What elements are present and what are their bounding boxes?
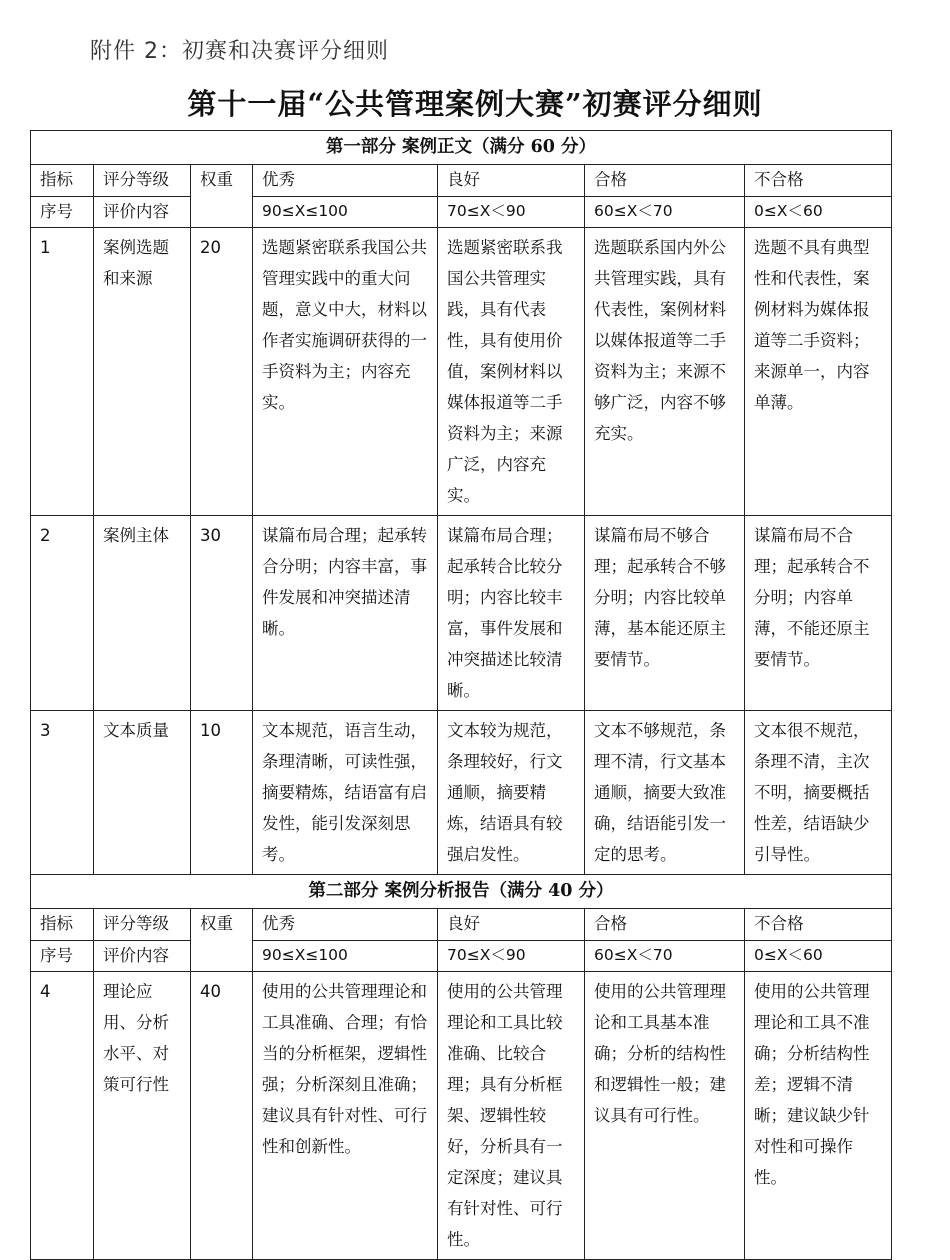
row-weight: 40 (191, 972, 253, 1260)
section-title: 第一部分 案例正文（满分 60 分） (31, 131, 892, 165)
header-weight: 权重 (191, 909, 253, 972)
header-weight: 权重 (191, 165, 253, 228)
row-item: 理论应用、分析水平、对策可行性 (94, 972, 191, 1260)
range-fail: 0≤X＜60 (745, 941, 892, 972)
header-index-top: 指标 (31, 909, 94, 941)
row-excellent: 谋篇布局合理；起承转合分明；内容丰富，事件发展和冲突描述清晰。 (253, 516, 438, 711)
header-range-row (31, 197, 892, 228)
row-item: 案例主体 (94, 516, 191, 711)
range-excellent: 90≤X≤100 (253, 941, 438, 972)
row-excellent: 使用的公共管理理论和工具准确、合理；有恰当的分析框架，逻辑性强；分析深刻且准确；建议具有针对性、可行性和创新性。 (253, 972, 438, 1260)
row-index: 3 (31, 711, 94, 875)
row-good: 文本较为规范，条理较好，行文通顺，摘要精炼，结语具有较强启发性。 (438, 711, 585, 875)
row-item: 文本质量 (94, 711, 191, 875)
header-grade-bottom: 评价内容 (94, 197, 191, 228)
range-excellent: 90≤X≤100 (253, 197, 438, 228)
row-fail: 选题不具有典型性和代表性，案例材料为媒体报道等二手资料；来源单一，内容单薄。 (745, 228, 892, 516)
row-fail: 谋篇布局不合理；起承转合不分明；内容单薄，不能还原主要情节。 (745, 516, 892, 711)
row-index: 1 (31, 228, 94, 516)
annex-label: 附件 2：初赛和决赛评分细则 (90, 39, 389, 64)
row-good: 谋篇布局合理；起承转合比较分明；内容比较丰富，事件发展和冲突描述比较清晰。 (438, 516, 585, 711)
row-weight: 30 (191, 516, 253, 711)
header-level-good: 良好 (438, 909, 585, 941)
row-good: 使用的公共管理理论和工具比较准确、比较合理；具有分析框架、逻辑性较好，分析具有一定深度；建议具有针对性、可行性。 (438, 972, 585, 1260)
row-fail: 文本很不规范，条理不清，主次不明，摘要概括性差，结语缺少引导性。 (745, 711, 892, 875)
range-good: 70≤X＜90 (438, 197, 585, 228)
row-pass: 使用的公共管理理论和工具基本准确；分析的结构性和逻辑性一般；建议具有可行性。 (585, 972, 745, 1260)
header-range-row (31, 941, 892, 972)
table-row (31, 228, 892, 516)
header-index-top: 指标 (31, 165, 94, 197)
row-item: 案例选题和来源 (94, 228, 191, 516)
section-title: 第二部分 案例分析报告（满分 40 分） (31, 875, 892, 909)
row-weight: 20 (191, 228, 253, 516)
row-index: 4 (31, 972, 94, 1260)
row-excellent: 文本规范，语言生动，条理清晰，可读性强，摘要精炼，结语富有启发性，能引发深刻思考。 (253, 711, 438, 875)
header-level-excellent: 优秀 (253, 909, 438, 941)
row-pass: 谋篇布局不够合理；起承转合不够分明；内容比较单薄，基本能还原主要情节。 (585, 516, 745, 711)
header-row (31, 909, 892, 941)
header-grade-top: 评分等级 (94, 165, 191, 197)
header-index-bottom: 序号 (31, 941, 94, 972)
header-level-pass: 合格 (585, 165, 745, 197)
header-level-fail: 不合格 (745, 165, 892, 197)
row-pass: 选题联系国内外公共管理实践，具有代表性，案例材料以媒体报道等二手资料为主；来源不够广泛，内容不够充实。 (585, 228, 745, 516)
section-row (31, 875, 892, 909)
header-grade-top: 评分等级 (94, 909, 191, 941)
header-index-bottom: 序号 (31, 197, 94, 228)
header-level-good: 良好 (438, 165, 585, 197)
row-weight: 10 (191, 711, 253, 875)
header-level-fail: 不合格 (745, 909, 892, 941)
row-pass: 文本不够规范，条理不清，行文基本通顺，摘要大致准确，结语能引发一定的思考。 (585, 711, 745, 875)
section-row (31, 131, 892, 165)
header-level-pass: 合格 (585, 909, 745, 941)
page-title: 第十一届“公共管理案例大赛”初赛评分细则 (187, 87, 763, 121)
header-row (31, 165, 892, 197)
range-good: 70≤X＜90 (438, 941, 585, 972)
range-fail: 0≤X＜60 (745, 197, 892, 228)
table-row (31, 516, 892, 711)
row-excellent: 选题紧密联系我国公共管理实践中的重大问题，意义中大，材料以作者实施调研获得的一手资料为主；内容充实。 (253, 228, 438, 516)
scoring-table (30, 130, 892, 1260)
header-grade-bottom: 评价内容 (94, 941, 191, 972)
range-pass: 60≤X＜70 (585, 941, 745, 972)
header-level-excellent: 优秀 (253, 165, 438, 197)
table-row (31, 972, 892, 1260)
table-row (31, 711, 892, 875)
row-good: 选题紧密联系我国公共管理实践，具有代表性，具有使用价值，案例材料以媒体报道等二手资料为主；来源广泛，内容充实。 (438, 228, 585, 516)
row-fail: 使用的公共管理理论和工具不准确；分析结构性差；逻辑不清晰；建议缺少针对性和可操作性。 (745, 972, 892, 1260)
range-pass: 60≤X＜70 (585, 197, 745, 228)
row-index: 2 (31, 516, 94, 711)
